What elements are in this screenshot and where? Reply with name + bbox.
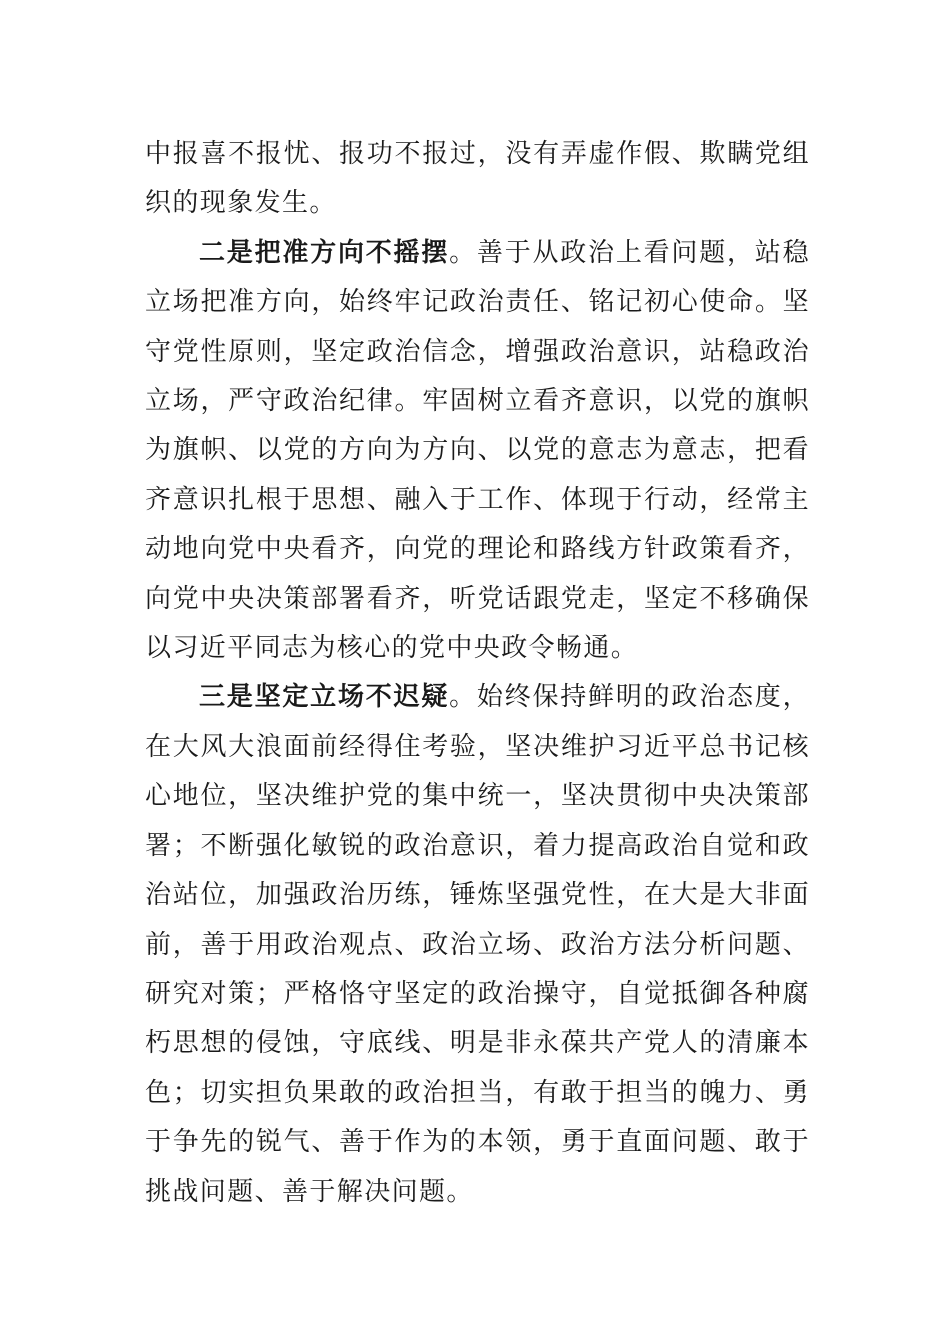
paragraph-stance [145, 673, 810, 1216]
paragraph-body: 。善于从政治上看问题，站稳立场把准方向，始终牢记政治责任、铭记初心使命。坚守党性原则，坚定政治信念，增强政治意识，站稳政治立场，严守政治纪律。牢固树立看齐意识，以党的旗帜为旗帜、以党的方向为方向、以党的意志为意志，把看齐意识扎根于思想、融入于工作、体现于行动，经常主动地向党中央看齐，向党的理论和路线方针政策看齐，向党中央决策部署看齐，听党话跟党走，坚定不移确保以习近平同志为核心的党中央政令畅通。 [145, 237, 810, 664]
document-body [145, 130, 810, 1217]
paragraph-heading: 三是坚定立场不迟疑 [199, 682, 450, 713]
paragraph-body: 中报喜不报忧、报功不报过，没有弄虚作假、欺瞒党组织的现象发生。 [145, 139, 810, 219]
paragraph-direction [145, 229, 810, 674]
paragraph-body: 。始终保持鲜明的政治态度，在大风大浪面前经得住考验，坚决维护习近平总书记核心地位，坚决维护党的集中统一，坚决贯彻中央决策部署；不断强化敏锐的政治意识，着力提高政治自觉和政治站位，加强政治历练，锤炼坚强党性，在大是大非面前，善于用政治观点、政治立场、政治方法分析问题、研究对策；严格恪守坚定的政治操守，自觉抵御各种腐朽思想的侵蚀，守底线、明是非永葆共产党人的清廉本色；切实担负果敢的政治担当，有敢于担当的魄力、勇于争先的锐气、善于作为的本领，勇于直面问题、敢于挑战问题、善于解决问题。 [145, 682, 810, 1207]
paragraph-heading: 二是把准方向不摇摆 [199, 237, 450, 268]
paragraph-continuation [145, 130, 810, 229]
